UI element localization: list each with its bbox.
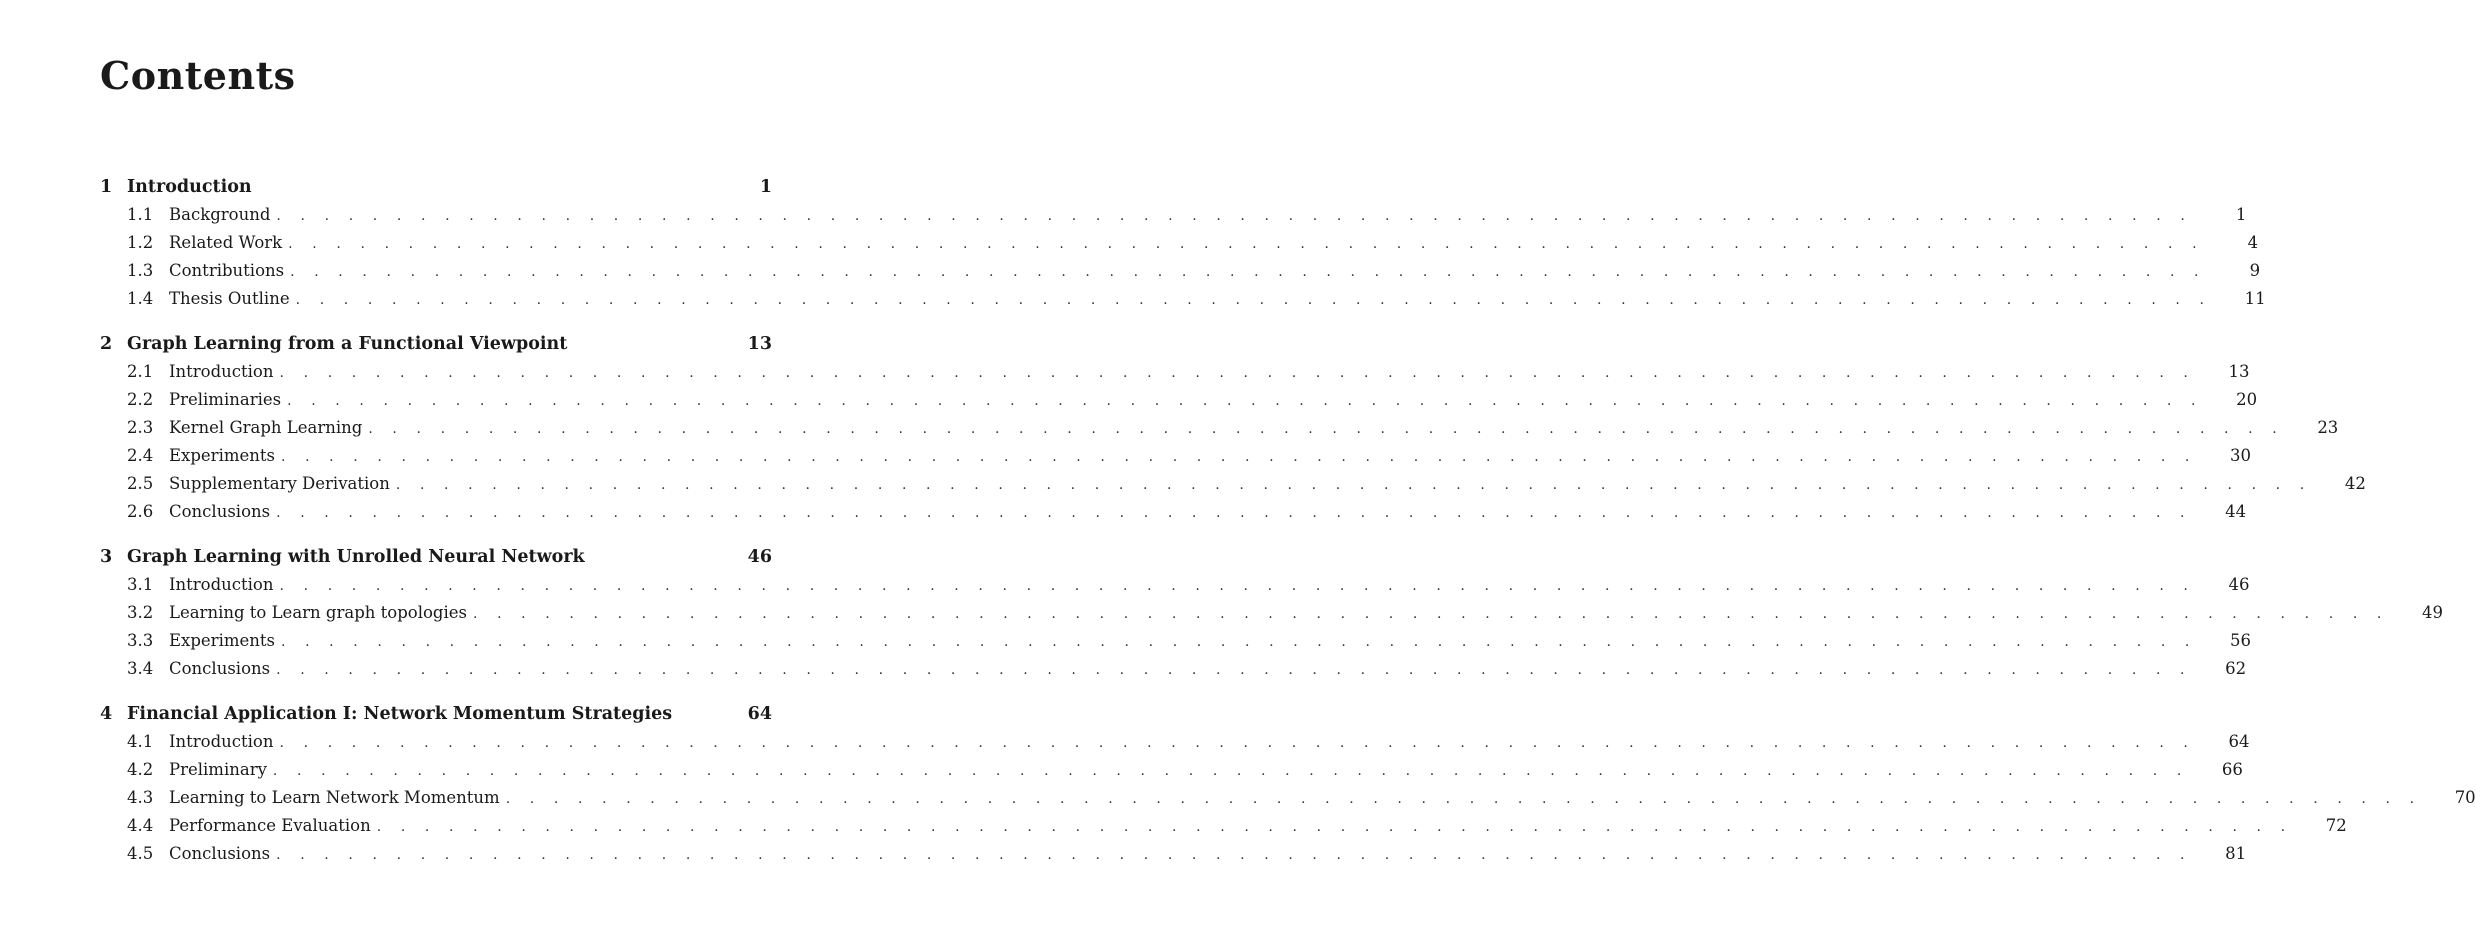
chapter-page-number: 64 [747,704,772,724]
section-page-number: 66 [2221,760,2243,779]
section-title: Introduction [169,362,274,381]
section-title: Preliminaries [169,390,282,409]
section-entry[interactable] [100,390,2258,418]
section-page-number: 11 [2244,289,2266,308]
section-number: 1.2 [127,233,154,252]
section-title: Contributions [169,261,285,280]
section-title: Thesis Outline [169,289,290,308]
section-page-number: 49 [2421,603,2443,622]
dot-leader: . . . . . . . . . . . . . . . . . . . . . . . . . . . . . . . . . . . . . . . . . . . . . . . . . . . . . . . . . . . . . . . . . . . . . . . . . . . . . . . . [472,606,2389,622]
chapter-entry[interactable] [100,704,772,732]
section-number: 2.6 [127,502,154,521]
section-entry[interactable] [100,362,2250,390]
chapter-number: 2 [100,334,113,354]
section-entry[interactable] [100,474,2366,502]
dot-leader: . . . . . . . . . . . . . . . . . . . . . . . . . . . . . . . . . . . . . . . . . . . . . . . . . . . . . . . . . . . . . . . . . . . . . . . . . . . . . . . . [395,477,2312,493]
dot-leader: . . . . . . . . . . . . . . . . . . . . . . . . . . . . . . . . . . . . . . . . . . . . . . . . . . . . . . . . . . . . . . . . . . . . . . . . . . . . . . . . [368,421,2285,437]
chapter-entry[interactable] [100,177,772,205]
chapter-title: Financial Application I: Network Momentum Strategies [127,704,673,724]
section-number: 1.4 [127,289,154,308]
section-entry[interactable] [100,816,2347,844]
section-page-number: 81 [2225,844,2247,863]
section-number: 4.5 [127,844,154,863]
chapter-title: Introduction [127,177,252,197]
section-entry[interactable] [100,205,2247,233]
toc-chapter-4 [100,704,2476,872]
section-number: 4.4 [127,816,154,835]
section-number: 4.1 [127,732,154,751]
section-page-number: 13 [2228,362,2250,381]
section-entry[interactable] [100,659,2247,687]
section-page-number: 70 [2454,788,2476,807]
section-entry[interactable] [100,631,2251,659]
chapter-page-number: 1 [759,177,772,197]
dot-leader: . . . . . . . . . . . . . . . . . . . . . . . . . . . . . . . . . . . . . . . . . . . . . . . . . . . . . . . . . . . . . . . . . . . . . . . . . . . . . . . . [280,634,2197,650]
chapter-page-number: 13 [747,334,772,354]
section-page-number: 4 [2247,233,2259,252]
section-page-number: 64 [2228,732,2250,751]
section-entry[interactable] [100,418,2339,446]
section-title: Experiments [169,446,275,465]
toc-chapter-2 [100,334,2366,530]
section-title: Conclusions [169,502,271,521]
section-title: Conclusions [169,659,271,678]
page-title: Contents [100,53,296,98]
section-title: Learning to Learn Network Momentum [169,788,500,807]
section-number: 3.4 [127,659,154,678]
section-entry[interactable] [100,760,2243,788]
section-page-number: 30 [2229,446,2251,465]
section-page-number: 44 [2225,502,2247,521]
section-page-number: 1 [2235,205,2247,224]
dot-leader: . . . . . . . . . . . . . . . . . . . . . . . . . . . . . . . . . . . . . . . . . . . . . . . . . . . . . . . . . . . . . . . . . . . . . . . . . . . . . . . . [279,578,2196,594]
section-entry[interactable] [100,233,2259,261]
section-number: 2.1 [127,362,154,381]
dot-leader: . . . . . . . . . . . . . . . . . . . . . . . . . . . . . . . . . . . . . . . . . . . . . . . . . . . . . . . . . . . . . . . . . . . . . . . . . . . . . . . . [505,791,2422,807]
section-title: Preliminary [169,760,267,779]
section-title: Kernel Graph Learning [169,418,363,437]
section-number: 4.3 [127,788,154,807]
section-number: 2.2 [127,390,154,409]
dot-leader: . . . . . . . . . . . . . . . . . . . . . . . . . . . . . . . . . . . . . . . . . . . . . . . . . . . . . . . . . . . . . . . . . . . . . . . . . . . . . . . . [295,292,2212,308]
section-page-number: 23 [2317,418,2339,437]
section-number: 2.4 [127,446,154,465]
chapter-number: 4 [100,704,113,724]
section-entry[interactable] [100,788,2476,816]
section-number: 3.3 [127,631,154,650]
section-page-number: 42 [2344,474,2366,493]
chapter-number: 3 [100,547,113,567]
section-page-number: 56 [2229,631,2251,650]
dot-leader: . . . . . . . . . . . . . . . . . . . . . . . . . . . . . . . . . . . . . . . . . . . . . . . . . . . . . . . . . . . . . . . . . . . . . . . . . . . . . . . . [280,449,2197,465]
toc-chapter-1 [100,177,2266,317]
dot-leader: . . . . . . . . . . . . . . . . . . . . . . . . . . . . . . . . . . . . . . . . . . . . . . . . . . . . . . . . . . . . . . . . . . . . . . . . . . . . . . . . [290,264,2207,280]
chapter-entry[interactable] [100,547,772,575]
section-title: Introduction [169,575,274,594]
section-entry[interactable] [100,732,2250,760]
section-number: 3.1 [127,575,154,594]
section-title: Background [169,205,271,224]
section-number: 1.3 [127,261,154,280]
section-entry[interactable] [100,446,2251,474]
section-number: 1.1 [127,205,154,224]
toc-chapter-3 [100,547,2443,687]
section-page-number: 72 [2325,816,2347,835]
section-number: 4.2 [127,760,154,779]
table-of-contents [100,177,2476,889]
dot-leader: . . . . . . . . . . . . . . . . . . . . . . . . . . . . . . . . . . . . . . . . . . . . . . . . . . . . . . . . . . . . . . . . . . . . . . . . . . . . . . . . [276,505,2193,521]
section-number: 2.3 [127,418,154,437]
dot-leader: . . . . . . . . . . . . . . . . . . . . . . . . . . . . . . . . . . . . . . . . . . . . . . . . . . . . . . . . . . . . . . . . . . . . . . . . . . . . . . . . [376,819,2293,835]
section-title: Learning to Learn graph topologies [169,603,467,622]
dot-leader: . . . . . . . . . . . . . . . . . . . . . . . . . . . . . . . . . . . . . . . . . . . . . . . . . . . . . . . . . . . . . . . . . . . . . . . . . . . . . . . . [279,735,2196,751]
section-title: Conclusions [169,844,271,863]
section-number: 3.2 [127,603,154,622]
section-entry[interactable] [100,575,2250,603]
section-title: Experiments [169,631,275,650]
chapter-title: Graph Learning from a Functional Viewpoint [127,334,568,354]
section-title: Introduction [169,732,274,751]
dot-leader: . . . . . . . . . . . . . . . . . . . . . . . . . . . . . . . . . . . . . . . . . . . . . . . . . . . . . . . . . . . . . . . . . . . . . . . . . . . . . . . . [276,208,2193,224]
dot-leader: . . . . . . . . . . . . . . . . . . . . . . . . . . . . . . . . . . . . . . . . . . . . . . . . . . . . . . . . . . . . . . . . . . . . . . . . . . . . . . . . [276,847,2193,863]
chapter-entry[interactable] [100,334,772,362]
dot-leader: . . . . . . . . . . . . . . . . . . . . . . . . . . . . . . . . . . . . . . . . . . . . . . . . . . . . . . . . . . . . . . . . . . . . . . . . . . . . . . . . [287,393,2204,409]
section-entry[interactable] [100,289,2266,317]
section-number: 2.5 [127,474,154,493]
chapter-number: 1 [100,177,113,197]
section-page-number: 9 [2249,261,2261,280]
dot-leader: . . . . . . . . . . . . . . . . . . . . . . . . . . . . . . . . . . . . . . . . . . . . . . . . . . . . . . . . . . . . . . . . . . . . . . . . . . . . . . . . [272,763,2189,779]
section-entry[interactable] [100,603,2443,631]
section-entry[interactable] [100,844,2247,872]
section-title: Performance Evaluation [169,816,371,835]
dot-leader: . . . . . . . . . . . . . . . . . . . . . . . . . . . . . . . . . . . . . . . . . . . . . . . . . . . . . . . . . . . . . . . . . . . . . . . . . . . . . . . . [279,365,2196,381]
chapter-page-number: 46 [747,547,772,567]
section-page-number: 62 [2225,659,2247,678]
section-title: Supplementary Derivation [169,474,390,493]
section-entry[interactable] [100,502,2247,530]
section-entry[interactable] [100,261,2261,289]
section-page-number: 46 [2228,575,2250,594]
dot-leader: . . . . . . . . . . . . . . . . . . . . . . . . . . . . . . . . . . . . . . . . . . . . . . . . . . . . . . . . . . . . . . . . . . . . . . . . . . . . . . . . [276,662,2193,678]
section-page-number: 20 [2236,390,2258,409]
chapter-title: Graph Learning with Unrolled Neural Network [127,547,585,567]
section-title: Related Work [169,233,283,252]
dot-leader: . . . . . . . . . . . . . . . . . . . . . . . . . . . . . . . . . . . . . . . . . . . . . . . . . . . . . . . . . . . . . . . . . . . . . . . . . . . . . . . . [288,236,2205,252]
